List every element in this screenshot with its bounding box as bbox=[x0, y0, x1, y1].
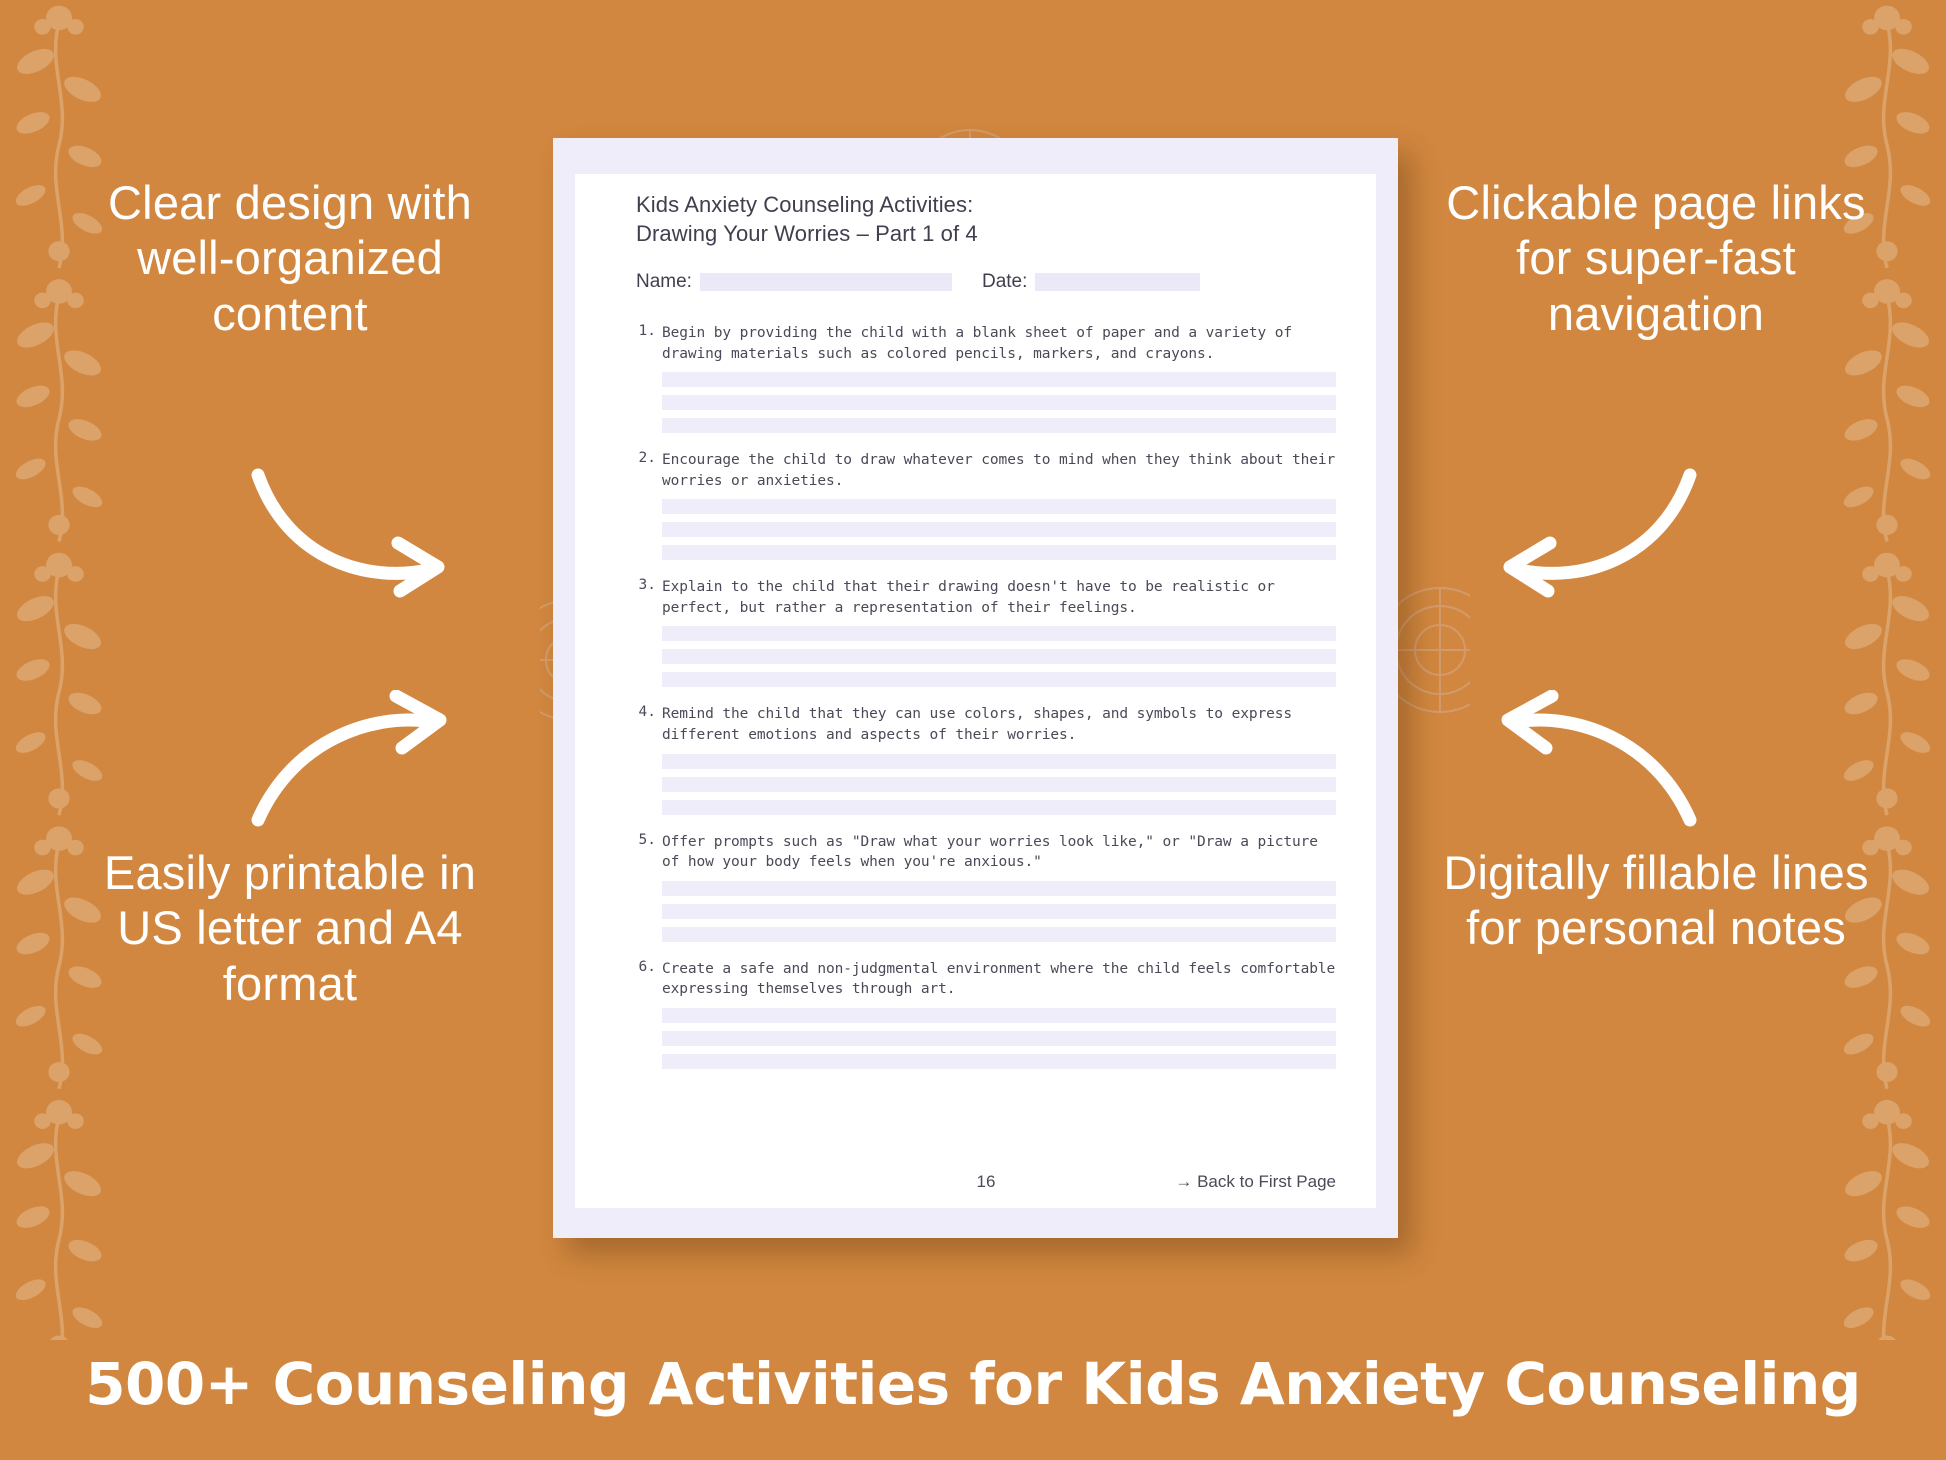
caption-fillable-lines: Digitally fillable lines for personal notes bbox=[1443, 846, 1869, 955]
caption-clear-design: Clear design with well-organized content bbox=[108, 176, 472, 340]
step-row bbox=[636, 450, 1336, 491]
fillable-line[interactable] bbox=[662, 626, 1336, 641]
fillable-line[interactable] bbox=[662, 395, 1336, 410]
steps-list bbox=[636, 323, 1336, 1069]
step-row bbox=[636, 832, 1336, 873]
step-text: Offer prompts such as "Draw what your worries look like," or "Draw a picture of how your body feels when you're anxious." bbox=[662, 833, 1318, 871]
page-number: 16 bbox=[976, 1172, 996, 1191]
fillable-line[interactable] bbox=[662, 418, 1336, 433]
step-row bbox=[636, 704, 1336, 745]
step-number: 2. bbox=[638, 450, 656, 467]
fillable-line[interactable] bbox=[662, 1008, 1336, 1023]
step-number: 5. bbox=[638, 831, 656, 848]
fillable-line[interactable] bbox=[662, 1054, 1336, 1069]
step-row bbox=[636, 323, 1336, 364]
date-input[interactable] bbox=[1035, 273, 1200, 291]
name-label: Name: bbox=[636, 270, 692, 292]
caption-clickable-links: Clickable page links for super-fast navigation bbox=[1446, 176, 1866, 340]
fillable-line[interactable] bbox=[662, 545, 1336, 560]
step-item bbox=[636, 959, 1336, 1069]
fillable-lines bbox=[662, 372, 1336, 433]
step-number: 4. bbox=[638, 704, 656, 721]
step-text: Create a safe and non-judgmental environment where the child feels comfortable expressing themselves through art. bbox=[662, 960, 1336, 998]
fillable-line[interactable] bbox=[662, 1031, 1336, 1046]
date-label: Date: bbox=[981, 270, 1028, 292]
fillable-line[interactable] bbox=[662, 754, 1336, 769]
fillable-line[interactable] bbox=[662, 800, 1336, 815]
fillable-lines bbox=[662, 881, 1336, 942]
fillable-lines bbox=[662, 754, 1336, 815]
curved-arrow-down-left-icon bbox=[1480, 465, 1700, 605]
step-item bbox=[636, 832, 1336, 942]
step-text: Remind the child that they can use colors, shapes, and symbols to express different emotions and aspects of their worries. bbox=[662, 706, 1292, 743]
fillable-line[interactable] bbox=[662, 927, 1336, 942]
step-text: Explain to the child that their drawing doesn't have to be realistic or perfect, but rather a representation of their feelings. bbox=[662, 579, 1275, 616]
fillable-line[interactable] bbox=[662, 672, 1336, 687]
step-text: Begin by providing the child with a blank sheet of paper and a variety of drawing materials such as colored pencils, markers, and crayons. bbox=[662, 324, 1292, 362]
fillable-line[interactable] bbox=[662, 499, 1336, 514]
curved-arrow-up-left-icon bbox=[1480, 690, 1700, 830]
step-number: 1. bbox=[638, 322, 656, 339]
step-row bbox=[636, 577, 1336, 618]
step-item bbox=[636, 577, 1336, 687]
promo-headline: 500+ Counseling Activities for Kids Anxiety Counseling bbox=[85, 1350, 1861, 1418]
back-to-first-page-link[interactable]: → Back to First Page bbox=[1175, 1172, 1336, 1191]
fillable-line[interactable] bbox=[662, 522, 1336, 537]
fillable-line[interactable] bbox=[662, 649, 1336, 664]
step-text: Encourage the child to draw whatever comes to mind when they think about their worries or anxieties. bbox=[662, 452, 1336, 489]
document-title-line-1: Kids Anxiety Counseling Activities: bbox=[636, 192, 974, 217]
step-number: 3. bbox=[638, 577, 656, 594]
fillable-line[interactable] bbox=[662, 777, 1336, 792]
fillable-line[interactable] bbox=[662, 881, 1336, 896]
curved-arrow-down-right-icon bbox=[248, 465, 468, 605]
fillable-line[interactable] bbox=[662, 372, 1336, 387]
document-title-line-2: Drawing Your Worries – Part 1 of 4 bbox=[636, 221, 978, 247]
curved-arrow-up-right-icon bbox=[248, 690, 468, 830]
name-date-row bbox=[636, 271, 1336, 293]
name-input[interactable] bbox=[700, 273, 952, 291]
caption-easily-printable: Easily printable in US letter and A4 format bbox=[103, 846, 477, 1010]
step-number: 6. bbox=[638, 958, 656, 975]
step-item bbox=[636, 450, 1336, 560]
step-item bbox=[636, 323, 1336, 433]
fillable-lines bbox=[662, 499, 1336, 560]
document-title bbox=[636, 190, 1336, 249]
step-item bbox=[636, 704, 1336, 814]
fillable-lines bbox=[662, 626, 1336, 687]
step-row bbox=[636, 959, 1336, 1000]
document-content bbox=[636, 190, 1336, 1200]
fillable-line[interactable] bbox=[662, 904, 1336, 919]
fillable-lines bbox=[662, 1008, 1336, 1069]
